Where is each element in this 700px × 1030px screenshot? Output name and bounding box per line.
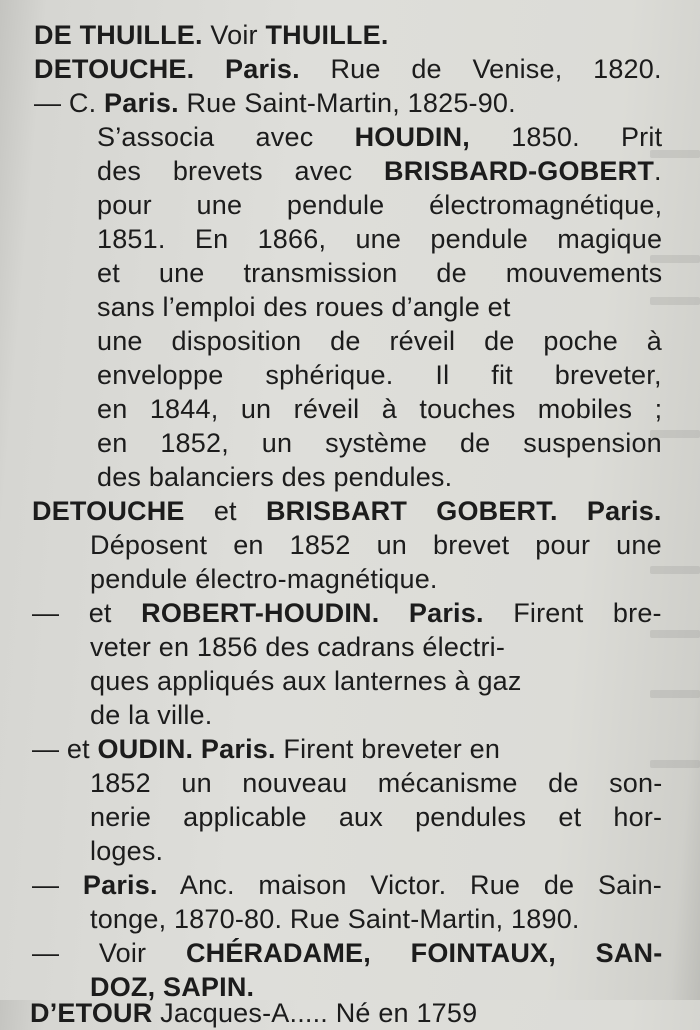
text-run: — C. bbox=[34, 88, 105, 118]
bleed-through-mark bbox=[650, 297, 700, 305]
bold-term: DETOUCHE. Paris. bbox=[34, 54, 300, 84]
text-run: une disposition de réveil de poche à bbox=[97, 326, 663, 356]
text-run: 1850. Prit bbox=[470, 122, 663, 152]
text-run: veter en 1856 des cadrans électri- bbox=[90, 632, 506, 662]
text-run: ques appliqués aux lanternes à gaz bbox=[90, 666, 522, 696]
text-run: . bbox=[654, 156, 662, 186]
entry-line bbox=[90, 834, 163, 868]
text-run: Déposent en 1852 un brevet pour une bbox=[90, 530, 662, 560]
text-run: de la ville. bbox=[90, 700, 213, 730]
text-run: Jacques-A..... Né en 1759 bbox=[152, 998, 478, 1028]
entry-headline bbox=[30, 996, 477, 1030]
entry-headline bbox=[32, 936, 662, 970]
entry-line bbox=[90, 562, 438, 596]
entry-headline bbox=[32, 868, 662, 902]
text-run: — Voir bbox=[32, 938, 186, 968]
text-run: pendule électro-magnétique. bbox=[90, 564, 438, 594]
entry-line bbox=[90, 664, 522, 698]
bold-term: DETOUCHE bbox=[32, 496, 185, 526]
entry-headline bbox=[34, 52, 662, 86]
text-run: nerie applicable aux pendules et hor- bbox=[90, 802, 663, 832]
bold-term: THUILLE. bbox=[265, 20, 389, 50]
entry-line bbox=[90, 528, 662, 562]
entry-line bbox=[90, 800, 662, 834]
text-run: pour une pendule électromagnétique, bbox=[97, 190, 663, 220]
text-run: — et bbox=[32, 734, 98, 764]
bold-term: Paris. bbox=[82, 870, 158, 900]
entry-line bbox=[97, 426, 662, 460]
text-run: S’associa avec bbox=[97, 122, 355, 152]
text-run: Rue Saint-Martin, 1825-90. bbox=[178, 88, 516, 118]
entry-line bbox=[97, 460, 452, 494]
entry-line bbox=[97, 188, 662, 222]
entry-line bbox=[34, 86, 516, 120]
bold-term: BRISBARD-GOBERT bbox=[384, 156, 655, 186]
bold-term: DE THUILLE. bbox=[34, 20, 203, 50]
text-run: en 1844, un réveil à touches mobiles ; bbox=[97, 394, 663, 424]
text-run: — bbox=[32, 870, 83, 900]
entry-line bbox=[90, 698, 212, 732]
entry-line bbox=[97, 256, 662, 290]
text-run: Rue de Venise, 1820. bbox=[299, 54, 662, 84]
bleed-through-mark bbox=[650, 690, 700, 698]
bold-term: DOZ, SAPIN. bbox=[90, 972, 255, 1002]
text-run: 1852 un nouveau mécanisme de son- bbox=[90, 768, 663, 798]
bold-term: CHÉRADAME, FOINTAUX, SAN- bbox=[185, 938, 663, 968]
bold-term: HOUDIN, bbox=[354, 122, 470, 152]
bold-term: Paris. bbox=[104, 88, 179, 118]
entry-headline bbox=[32, 596, 662, 630]
text-run: des brevets avec bbox=[97, 156, 385, 186]
entry-line bbox=[90, 630, 505, 664]
entry-line bbox=[90, 902, 580, 936]
text-run: Anc. maison Victor. Rue de Sain- bbox=[157, 870, 662, 900]
bleed-through-mark bbox=[650, 630, 700, 638]
text-run: et une transmission de mouvements bbox=[97, 258, 663, 288]
text-run: 1851. En 1866, une pendule magique bbox=[97, 224, 663, 254]
text-run: et bbox=[184, 496, 266, 526]
text-run: loges. bbox=[90, 836, 164, 866]
text-run: Firent bre- bbox=[483, 598, 662, 628]
bold-term: OUDIN. Paris. bbox=[97, 734, 276, 764]
text-run: Voir bbox=[202, 20, 266, 50]
text-run: en 1852, un système de suspension bbox=[97, 428, 662, 458]
entry-headline bbox=[32, 732, 500, 766]
entry-line bbox=[97, 222, 662, 256]
entry-line bbox=[97, 324, 662, 358]
bold-term: D’ETOUR bbox=[30, 998, 153, 1028]
text-run: sans l’emploi des roues d’angle et bbox=[97, 292, 511, 322]
entry-line bbox=[90, 766, 662, 800]
entry-line bbox=[97, 154, 662, 188]
entry-line bbox=[97, 290, 511, 324]
text-run: des balanciers des pendules. bbox=[97, 462, 453, 492]
entry-line bbox=[97, 358, 662, 392]
bold-term: BRISBART GOBERT. Paris. bbox=[265, 496, 662, 526]
bold-term: ROBERT-HOUDIN. Paris. bbox=[141, 598, 484, 628]
entry-line bbox=[97, 120, 662, 154]
entry-headline bbox=[32, 494, 662, 528]
text-run: enveloppe sphérique. Il fit breveter, bbox=[97, 360, 662, 390]
entry-line bbox=[97, 392, 662, 426]
text-run: Firent breveter en bbox=[275, 734, 501, 764]
bleed-through-mark bbox=[650, 566, 700, 574]
entry-headline bbox=[34, 18, 389, 52]
text-run: — et bbox=[32, 598, 142, 628]
text-run: tonge, 1870-80. Rue Saint-Martin, 1890. bbox=[90, 904, 580, 934]
